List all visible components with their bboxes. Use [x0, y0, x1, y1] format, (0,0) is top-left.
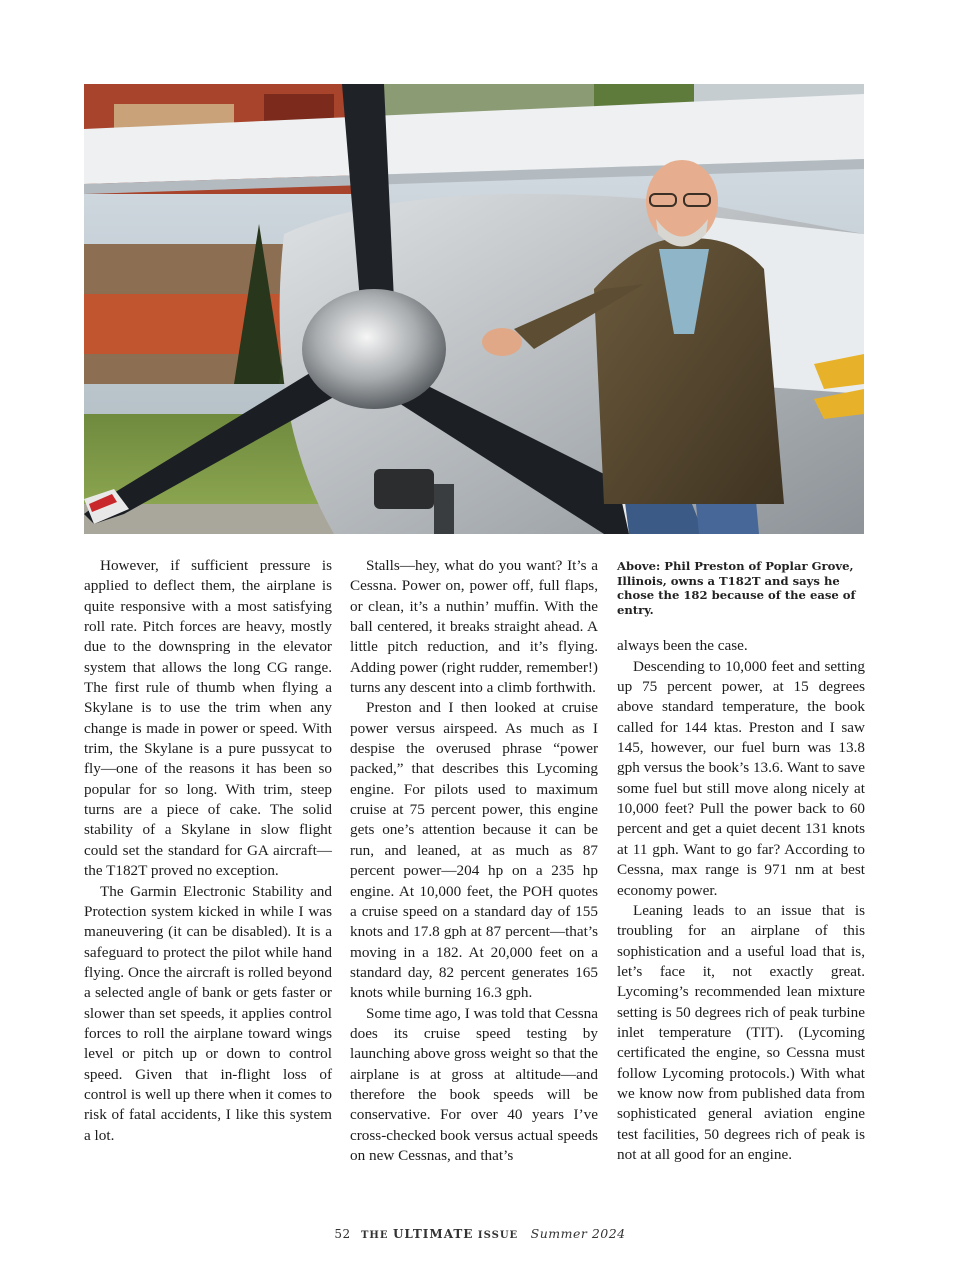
paragraph: The Garmin Electronic Stability and Protection system kicked in while I was maneuvering (it can be disabled). It is a safeguard to protect the pilot while hand flying. Once the aircraft is rolled beyond a selected angle of bank or gets faster or slower than set speeds, it applies control forces to roll the airplane toward wings level or pitch up or down to control speed. Given that in-flight loss of control is well up there when it comes to risk of fatal accidents, I like this system a lot. — [84, 882, 332, 1144]
airplane-photo-illustration — [84, 84, 864, 534]
page-footer — [0, 1226, 960, 1241]
article-column-1 — [84, 556, 332, 1146]
paragraph: Preston and I then looked at cruise power versus airspeed. As much as I despise the overused phrase “power packed,” that describes this Lycoming engine. For pilots used to maximum cruise at 75 percent power, this engine gets one’s attention because it can be run, and leaned, at as much as 87 percent power—204 hp on a 235 hp engine. At 10,000 feet, the POH quotes a cruise speed on a standard day of 155 knots and 17.8 gph at 87 percent—that’s moving in a 182. At 20,000 feet on a standard day, 82 percent generates 165 knots while burning 16.3 gph. — [350, 699, 598, 1002]
article-photo — [84, 84, 864, 534]
magazine-title-prefix: THE — [360, 1230, 389, 1241]
paragraph: However, if sufficient pressure is applied to deflect them, the airplane is quite responsive with a most satisfying roll rate. Pitch forces are heavy, mostly due to the downspring in the elevator system that allows the long CG range. The first rule of thumb when flying a Skylane is to use the trim when any change is made in power or speed. With trim, the Skylane is a pure pussycat to fly—one of the reasons it has been so popular for so long. With trim, steep turns are a piece of cake. The solid stability of a Skylane in slow flight could set the standard for GA aircraft—the T182T proved no exception. — [84, 557, 332, 880]
paragraph: Descending to 10,000 feet and setting up 75 percent power, at 15 degrees above standard temperature, the book called for 144 ktas. Preston and I saw 145, however, our fuel burn was 13.8 gph versus the book’s 13.6. Want to save some fuel but still move along nicely at 10,000 feet? Pull the power back to 60 percent and get a quiet decent 131 knots at 11 gph. Want to go far? According to Cessna, max range is 971 nm at best economy power. — [617, 657, 865, 899]
magazine-title-suffix: ISSUE — [477, 1230, 519, 1241]
issue-date: Summer 2024 — [530, 1226, 626, 1241]
photo-caption: Above: Phil Preston of Poplar Grove, Illinois, owns a T182T and says he chose the 182 because of the ease of entry. — [617, 559, 856, 617]
paragraph: Stalls—hey, what do you want? It’s a Cessna. Power on, power off, full flaps, or clean, it’s a nuthin’ muffin. With the ball centered, it breaks straight ahead. A little pitch reduction, and it’s flying. Adding power (right rudder, remember!) turns any descent into a climb forthwith. — [350, 557, 598, 697]
article-column-3 — [617, 556, 865, 1165]
paragraph: Some time ago, I was told that Cessna does its cruise speed testing by launching above gross weight so that the airplane is at gross at altitude—and therefore the book speeds will be conservative. For over 40 years I’ve cross-checked book versus actual speeds on new Cessnas, and that’s — [350, 1004, 598, 1164]
paragraph: Leaning leads to an issue that is troubling for an airplane of this sophistication and a useful load that is, let’s face it, not exactly great. Lycoming’s recommended lean mixture setting is 50 degrees rich of peak turbine inlet temperature (TIT). (Lycoming certificated the engine, so Cessna must follow Lycoming protocols.) With what we know now from published data from sophisticated general aviation engine test facilities, 50 degrees rich of peak is not at all good for an engine. — [617, 901, 865, 1163]
paragraph: always been the case. — [617, 637, 748, 655]
magazine-title-main: ULTIMATE — [392, 1227, 474, 1241]
article-column-2 — [350, 556, 598, 1166]
magazine-title — [360, 1227, 523, 1241]
page-number: 52 — [334, 1227, 351, 1241]
